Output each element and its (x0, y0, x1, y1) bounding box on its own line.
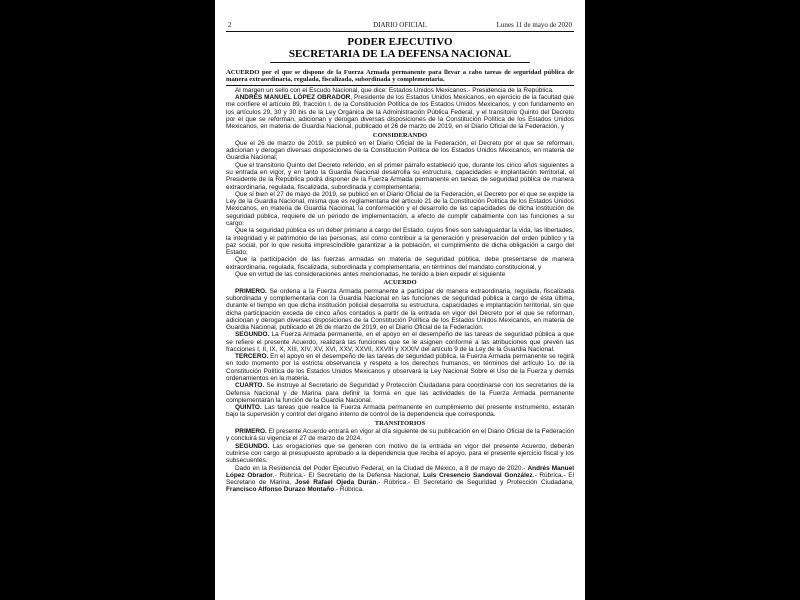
closing-intro: Dado en la Residencia del Poder Ejecutivo Federal, en la Ciudad de México, a 8 de mayo de 2020.- (235, 464, 526, 472)
transitorio-label: SEGUNDO. (235, 442, 270, 450)
considerando-paragraph: Que la seguridad pública es un deber primario a cargo del Estado, cuyos fines son salvaguardar la vida, las libertades, la integridad y el patrimonio de las personas, así como contribuir a la generación y preservación del orden público y la paz social, por lo que resulta imprescindible garantizar a la población, el cumplimiento de dicha obligación a cargo del Estado; (226, 227, 574, 257)
acuerdo-heading: ACUERDO (383, 279, 417, 287)
closing-text: .- Rúbrica. (334, 486, 364, 494)
gazette-page (215, 0, 585, 600)
article-paragraph (226, 404, 574, 419)
signer-navy: José Rafael Ojeda Durán (294, 479, 377, 487)
closing-text: .- Rúbrica.- El Secretario de Seguridad y Protección Ciudadana, (376, 479, 574, 487)
document-title: ACUERDO por el que se dispone de la Fuerza Armada permanente para llevar a cabo tareas de seguridad pública de manera extraordinaria, regulada, fiscalizada, subordinada y complementaria. (226, 69, 574, 86)
article-text: En el apoyo en el desempeño de las tareas de seguridad pública, la Fuerza Armada permanente se regirá en todo momento por la estricta observancia y respeto a los derechos humanos, en términos del artículo 1o. de la Constitución Política de los Estados Unidos Mexicanos y observará la Ley Nacional Sobre el Uso de la Fuerza y demás ordenamientos en la materia. (226, 353, 574, 383)
transitorio-paragraph (226, 443, 574, 465)
article-text: Se instruye al Secretario de Seguridad y Protección Ciudadana para coordinarse con los secretarios de la Defensa Nacional y de Marina para definir la forma en que las actividades de la Fuerza Armada permanente complementarán la función de la Guardia Nacional. (226, 382, 574, 404)
considerando-paragraph: Que el transitorio Quinto del Decreto referido, en el primer párrafo estableció que, durante los cinco años siguientes a su entrada en vigor, y en tanto la Guardia Nacional desarrolla su estructura, capacidades e implantación territorial, el Presidente de la República podrá disponer de la Fuerza Armada permanente en tareas de seguridad pública de manera extraordinaria, regulada, fiscalizada, subordinada y complementaria; (226, 161, 574, 191)
considerando-paragraph: Que el 26 de marzo de 2019, se publicó en el Diario Oficial de la Federación, el Decreto por el que se reforman, adicionan y derogan diversas disposiciones de la Constitución Política de los Estados Unidos Mexicanos, en materia de Guardia Nacional; (226, 139, 574, 162)
seal-note: Al margen un sello con el Escudo Nacional, que dice: Estados Unidos Mexicanos.- Presidencia de la República. (235, 86, 554, 94)
page-header (226, 21, 574, 32)
transitorio-label: PRIMERO. (235, 428, 267, 436)
preamble-text: , Presidente de los Estados Unidos Mexicanos, en ejercicio de la facultad que me confiere el artículo 89, fracción I, de la Constitución Política de los Estados Unidos Mexicanos, y con fundamento en los artículos 29, 30 y 30 bis de la Ley Orgánica de la Administración Pública Federal, y el transitorio Quinto del Decreto por el que se reforman, adicionan y derogan diversas disposiciones de la Constitución Política de los Estados Unidos Mexicanos, en materia de Guardia Nacional, publicado el 26 de marzo de 2019, en el Diario Oficial de la Federación, y (226, 94, 574, 131)
article-label: SEGUNDO. (235, 331, 270, 339)
closing-text: .- Rúbrica.- El Secretario de la Defensa Nacional, (272, 471, 424, 479)
closing-text: .- Rúbrica.- El Secretario de Marina, (226, 471, 575, 487)
considerando-heading: CONSIDERANDO (372, 131, 428, 139)
article-label: TERCERO. (235, 353, 269, 361)
ministry-title: SECRETARIA DE LA DEFENSA NACIONAL (270, 48, 530, 63)
considerando-paragraph: Que la participación de las fuerzas armadas en materia de seguridad pública, debe presentarse de manera extraordinaria, regulada, fiscalizada, subordinada y complementaria, en términos del mandato constitucional, y (226, 256, 574, 271)
publication-date: Lunes 11 de mayo de 2020 (496, 21, 572, 29)
article-text: Las tareas que realice la Fuerza Armada permanente en cumplimiento del presente instrumento, estarán bajo la supervisión y control del órgano interno de control de la dependencia que corresponda. (226, 404, 574, 419)
considerando-paragraph: Que en virtud de las consideraciones antes mencionadas, he tenido a bien expedir el siguiente (235, 270, 506, 278)
page-number: 2 (228, 21, 232, 29)
article-paragraph (226, 288, 574, 332)
article-text: La Fuerza Armada permanente, en el apoyo en el desempeño de las tareas de seguridad pública a que se refiere el presente Acuerdo, realizará las funciones que se le asignen conforme a las atribuciones que prevén las fracciones I, II, IX, X, XIII, XIV, XV, XVI, XXV, XXVII, XXVIII y XXXIV del artículo 9 de la Ley de la Guardia Nacional. (226, 331, 574, 353)
article-paragraph (226, 382, 574, 404)
article-label: PRIMERO. (235, 287, 267, 295)
article-label: CUARTO. (235, 382, 265, 390)
transitorio-paragraph (226, 428, 574, 443)
transitorio-text: El presente Acuerdo entrará en vigor al día siguiente de su publicación en el Diario Oficial de la Federación y concluirá su vigencia el 27 de marzo de 2024. (226, 428, 574, 443)
closing-signatures (226, 465, 574, 494)
transitorios-heading: TRANSITORIOS (374, 419, 426, 427)
considerando-paragraph: Que si bien el 27 de mayo de 2019, se publicó en el Diario Oficial de la Federación, el Decreto por el que se expide la Ley de la Guardia Nacional, misma que es reglamentaria del artículo 21 de la Constitución Política de los Estados Unidos Mexicanos, en materia de Guardia Nacional, la conformación y el desarrollo de las capacidades de dicha institución de seguridad pública, requiere de un periodo de implementación, a efecto de cumplir cabalmente con las funciones a su cargo; (226, 190, 574, 227)
transitorio-text: Las erogaciones que se generen con motivo de la entrada en vigor del presente Acuerdo, deberán cubrirse con cargo al presupuesto aprobado a la dependencia que reciba el apoyo, para el presente ejercicio fiscal y los subsecuentes. (226, 442, 574, 465)
article-label: QUINTO. (235, 404, 262, 412)
publication-name: DIARIO OFICIAL (373, 21, 427, 29)
preamble-signer: ANDRÉS MANUEL LÓPEZ OBRADOR (235, 94, 351, 102)
signer-security: Francisco Alfonso Durazo Montaño (226, 486, 335, 494)
signer-defense: Luis Cresencio Sandoval González (423, 471, 533, 479)
preamble (226, 94, 574, 130)
article-paragraph (226, 353, 574, 382)
branch-title: PODER EJECUTIVO (347, 36, 453, 48)
signer-president: Andrés Manuel López Obrador (226, 464, 574, 479)
article-paragraph (226, 331, 574, 353)
article-text: Se ordena a la Fuerza Armada permanente a participar de manera extraordinaria, regulada, fiscalizada subordinada y complementaria con la Guardia Nacional en las funciones de seguridad pública a cargo de ésta última, durante el tiempo en que dicha institución policial desarrolla su estructura, capacidades e implantación territorial, sin que dicha participación exceda de cinco años contados a partir de la entrada en vigor del Decreto por el que se reforman, adicionan y derogan diversas disposiciones de la Constitución Política de los Estados Unidos Mexicanos, en materia de Guardia Nacional, publicado el 26 de marzo de 2019, en el Diario Oficial de la Federación. (226, 287, 574, 332)
